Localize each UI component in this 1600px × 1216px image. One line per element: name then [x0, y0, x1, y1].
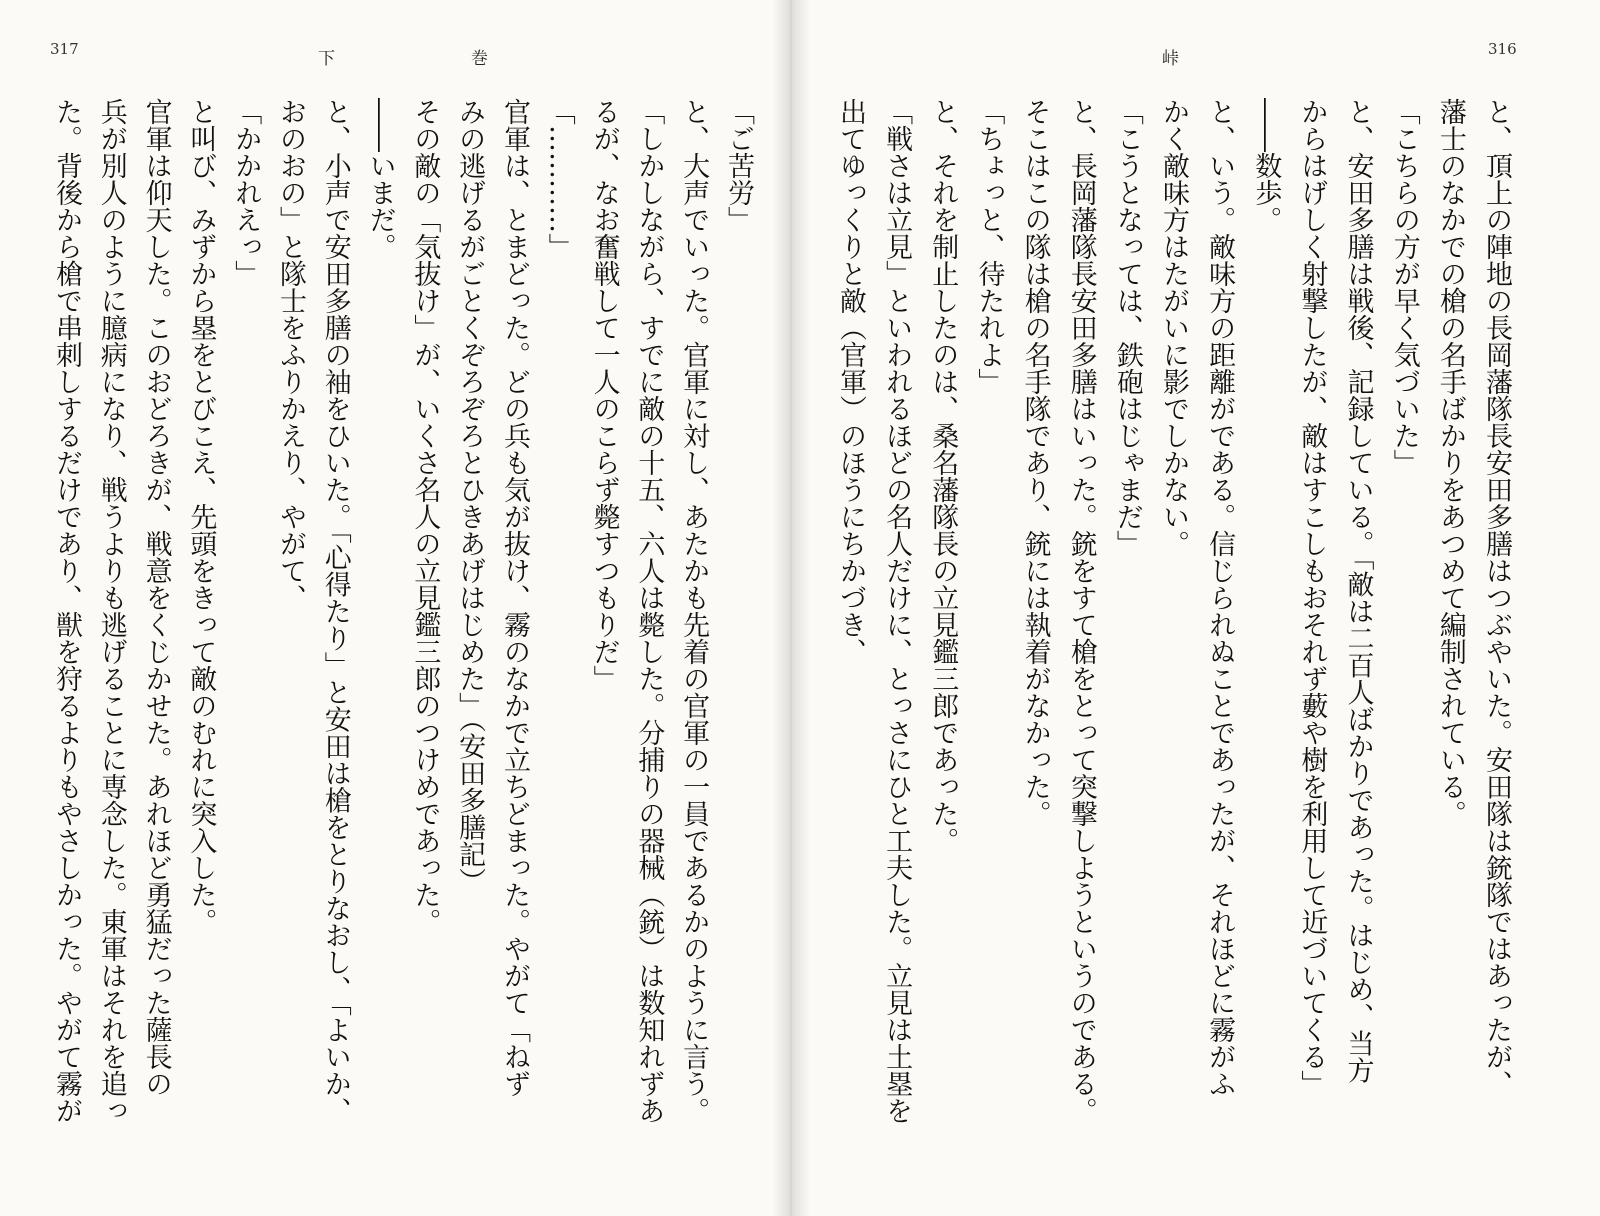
text-column: そこはこの隊は槍の名手隊であり、銃には執着がなかった。 [1019, 98, 1051, 827]
text-column: と叫び、みずから塁をとびこえ、先頭をきって敵のむれに突入した。 [185, 98, 217, 935]
text-column: おのおの」と隊士をふりかえり、やがて、 [274, 98, 306, 611]
text-column: と、安田多膳は戦後、記録している。「敵は二百人ばかりであった。はじめ、当方 [1342, 98, 1374, 1084]
text-column: と、それを制止したのは、桑名藩隊長の立見鑑三郎であった。 [927, 98, 959, 854]
text-column: 「…………」 [543, 98, 575, 260]
text-column: かく敵味方はたがいに影でしかない。 [1157, 98, 1189, 557]
text-column: と、長岡藩隊長安田多膳はいった。銃をすて槍をとって突撃しようというのである。 [1065, 98, 1097, 1124]
left-page [0, 0, 790, 1216]
right-page [790, 0, 1600, 1216]
text-column: と、頂上の陣地の長岡藩隊長安田多膳はつぶやいた。安田隊は銃隊ではあったが、 [1480, 98, 1512, 1097]
body-text [48, 98, 756, 1198]
running-head: 峠 [1162, 49, 1179, 69]
text-column: るが、なお奮戦して一人のこらず斃すつもりだ」 [588, 98, 620, 692]
text-column: みの逃げるがごとくぞろぞろとひきあげはじめた」（安田多膳記） [454, 98, 486, 895]
text-column: ――数歩。 [1250, 98, 1282, 233]
text-column: 出てゆっくりと敵（官軍）のほうにちかづき、 [835, 98, 866, 665]
text-column: 「戦さは立見」といわれるほどの名人だけに、とっさにひと工夫した。立見は土塁を [881, 98, 913, 1124]
text-column: 官軍は、とまどった。どの兵も気が抜け、霧のなかで立ちどまった。やがて「ねず [498, 98, 530, 1097]
page-number: 316 [1488, 40, 1517, 58]
text-column: た。背後から槍で串刺しするだけであり、獣を狩るよりもやさしかった。やがて霧が [51, 98, 82, 1124]
text-column: と、大声でいった。官軍に対し、あたかも先着の官軍の一員であるかのように言う。 [678, 98, 710, 1124]
text-column: からはげしく射撃したが、敵はすこしもおそれず藪や樹を利用して近づいてくる」 [1296, 98, 1328, 1097]
body-text [832, 98, 1514, 1198]
text-column: と、いう。敵味方の距離がである。信じられぬことであったが、それほどに霧がふ [1204, 98, 1236, 1097]
text-column: 「こちらの方が早く気づいた」 [1388, 98, 1420, 476]
text-column: 「しかしながら、すでに敵の十五、六人は斃した。分捕りの器械（銃）は数知れずあ [633, 98, 665, 1124]
text-column: 「かかれえっ」 [230, 98, 262, 287]
text-column: ――いまだ。 [364, 98, 396, 260]
text-column: 官軍は仰天した。このおどろきが、戦意をくじかせた。あれほど勇猛だった薩長の [140, 98, 172, 1097]
text-column: 「ちょっと、待たれよ」 [973, 98, 1005, 395]
text-column: 藩士のなかでの槍の名手ばかりをあつめて編制されている。 [1434, 98, 1466, 827]
text-column: と、小声で安田多膳の袖をひいた。「心得たり」と安田は槍をとりなおし、「よいか、 [319, 98, 351, 1124]
running-head: 下 巻 [318, 49, 488, 69]
text-column: 「こうとなっては、鉄砲はじゃまだ」 [1111, 98, 1143, 557]
text-column: 兵が別人のように臆病になり、戦うよりも逃げることに専念した。東軍はそれを追っ [95, 98, 127, 1124]
text-column: その敵の「気抜け」が、いくさ名人の立見鑑三郎のつけめであった。 [409, 98, 441, 935]
page-number: 317 [50, 40, 79, 58]
book-gutter [772, 0, 810, 1216]
text-column: 「ご苦労」 [722, 98, 754, 233]
